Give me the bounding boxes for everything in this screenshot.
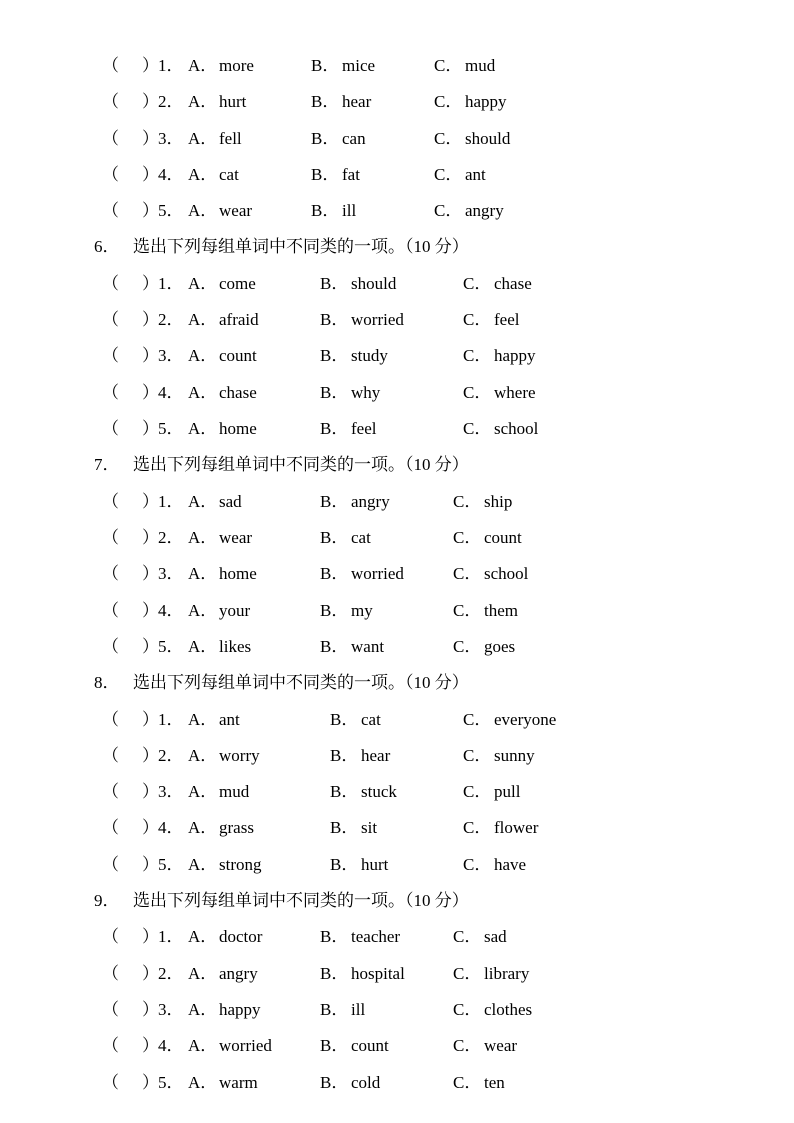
option-b-word: worried [351, 564, 404, 583]
option-a-word: hurt [219, 92, 247, 111]
option-a-letter: A． [188, 56, 218, 75]
option-c-letter: C． [453, 492, 482, 511]
option-b-letter: B． [320, 601, 349, 620]
option-c-letter: C． [453, 601, 482, 620]
option-b-letter: B． [311, 92, 340, 111]
answer-bracket-right: ） [142, 1036, 159, 1055]
question-number: 4． [158, 601, 184, 620]
option-b-letter: B． [320, 274, 349, 293]
option-c-letter: C． [453, 564, 482, 583]
option-a-letter: A． [188, 1000, 218, 1019]
answer-bracket-right: ） [142, 201, 159, 220]
question-number: 5． [158, 855, 184, 874]
question-row [0, 1034, 794, 1058]
section-number: 9． [94, 891, 120, 910]
section-heading [0, 889, 794, 913]
question-number: 1． [158, 274, 184, 293]
question-row [0, 562, 794, 586]
answer-bracket-left[interactable]: （ [102, 274, 119, 293]
option-c-word: library [484, 964, 530, 983]
option-a-letter: A． [188, 201, 218, 220]
option-b-letter: B． [320, 1036, 349, 1055]
option-a-letter: A． [188, 92, 218, 111]
option-b-word: should [351, 274, 397, 293]
section-number: 7． [94, 455, 120, 474]
question-row [0, 925, 794, 949]
option-c-word: ship [484, 492, 513, 511]
option-b-word: count [351, 1036, 389, 1055]
answer-bracket-left[interactable]: （ [102, 92, 119, 111]
answer-bracket-left[interactable]: （ [102, 528, 119, 547]
answer-bracket-left[interactable]: （ [102, 818, 119, 837]
answer-bracket-left[interactable]: （ [102, 56, 119, 75]
option-c-letter: C． [463, 274, 492, 293]
question-row [0, 90, 794, 114]
question-number: 2． [158, 528, 184, 547]
answer-bracket-right: ） [142, 927, 159, 946]
question-row [0, 526, 794, 550]
answer-bracket-right: ） [142, 1073, 159, 1092]
option-a-letter: A． [188, 274, 218, 293]
option-c-word: pull [494, 782, 521, 801]
option-a-letter: A． [188, 927, 218, 946]
answer-bracket-right: ） [142, 746, 159, 765]
option-a-word: warm [219, 1073, 258, 1092]
option-c-letter: C． [434, 165, 463, 184]
option-a-word: doctor [219, 927, 263, 946]
option-c-letter: C． [434, 201, 463, 220]
option-a-word: happy [219, 1000, 261, 1019]
option-b-word: hear [361, 746, 391, 765]
option-b-word: feel [351, 419, 377, 438]
option-c-word: where [494, 383, 536, 402]
question-row [0, 417, 794, 441]
option-b-letter: B． [320, 1000, 349, 1019]
answer-bracket-left[interactable]: （ [102, 492, 119, 511]
answer-bracket-left[interactable]: （ [102, 383, 119, 402]
answer-bracket-left[interactable]: （ [102, 855, 119, 874]
option-b-letter: B． [320, 964, 349, 983]
question-number: 2． [158, 310, 184, 329]
option-c-letter: C． [463, 782, 492, 801]
option-b-letter: B． [320, 310, 349, 329]
answer-bracket-right: ） [142, 564, 159, 583]
section-heading [0, 235, 794, 259]
option-c-letter: C． [463, 419, 492, 438]
answer-bracket-right: ） [142, 56, 159, 75]
question-number: 4． [158, 383, 184, 402]
section-heading [0, 671, 794, 695]
option-b-word: teacher [351, 927, 401, 946]
option-a-word: home [219, 564, 257, 583]
option-a-word: ant [219, 710, 240, 729]
option-b-letter: B． [320, 383, 349, 402]
answer-bracket-right: ） [142, 818, 159, 837]
option-c-letter: C． [463, 346, 492, 365]
option-b-word: angry [351, 492, 390, 511]
option-c-word: feel [494, 310, 520, 329]
option-b-letter: B． [330, 782, 359, 801]
option-a-word: fell [219, 129, 242, 148]
option-a-word: afraid [219, 310, 259, 329]
option-c-word: school [484, 564, 529, 583]
option-a-word: chase [219, 383, 257, 402]
option-b-letter: B． [320, 927, 349, 946]
question-number: 5． [158, 1073, 184, 1092]
answer-bracket-right: ） [142, 855, 159, 874]
option-b-word: want [351, 637, 385, 656]
option-b-letter: B． [320, 1073, 349, 1092]
answer-bracket-right: ） [142, 782, 159, 801]
question-row [0, 272, 794, 296]
question-row [0, 708, 794, 732]
answer-bracket-right: ） [142, 710, 159, 729]
option-b-letter: B． [320, 637, 349, 656]
section-heading [0, 453, 794, 477]
section-title: 选出下列每组单词中不同类的一项。（10 分） [133, 237, 469, 256]
option-a-letter: A． [188, 601, 218, 620]
answer-bracket-left[interactable]: （ [102, 964, 119, 983]
option-c-letter: C． [434, 92, 463, 111]
question-row [0, 1071, 794, 1095]
option-c-word: count [484, 528, 522, 547]
option-c-word: ant [465, 165, 486, 184]
option-c-word: goes [484, 637, 516, 656]
section-number: 6． [94, 237, 120, 256]
option-a-word: angry [219, 964, 258, 983]
option-a-letter: A． [188, 710, 218, 729]
question-row [0, 780, 794, 804]
option-b-letter: B． [320, 564, 349, 583]
question-number: 4． [158, 165, 184, 184]
answer-bracket-right: ） [142, 274, 159, 293]
option-c-word: chase [494, 274, 532, 293]
option-c-word: should [465, 129, 511, 148]
option-b-letter: B． [330, 710, 359, 729]
option-a-word: mud [219, 782, 250, 801]
option-b-letter: B． [330, 855, 359, 874]
question-number: 5． [158, 419, 184, 438]
question-row [0, 163, 794, 187]
answer-bracket-right: ） [142, 637, 159, 656]
answer-bracket-left[interactable]: （ [102, 746, 119, 765]
question-row [0, 635, 794, 659]
option-c-word: sad [484, 927, 507, 946]
option-a-letter: A． [188, 528, 218, 547]
option-c-letter: C． [463, 855, 492, 874]
option-a-word: count [219, 346, 257, 365]
question-row [0, 816, 794, 840]
answer-bracket-left[interactable]: （ [102, 165, 119, 184]
option-c-letter: C． [453, 528, 482, 547]
question-row [0, 853, 794, 877]
question-number: 1． [158, 710, 184, 729]
answer-bracket-left[interactable]: （ [102, 310, 119, 329]
option-c-letter: C． [434, 129, 463, 148]
section-title: 选出下列每组单词中不同类的一项。（10 分） [133, 673, 469, 692]
option-b-word: sit [361, 818, 378, 837]
option-a-word: strong [219, 855, 262, 874]
question-number: 3． [158, 1000, 184, 1019]
option-c-word: happy [494, 346, 536, 365]
option-a-letter: A． [188, 346, 218, 365]
option-b-word: stuck [361, 782, 397, 801]
option-a-letter: A． [188, 746, 218, 765]
answer-bracket-left[interactable]: （ [102, 201, 119, 220]
option-a-word: wear [219, 201, 253, 220]
option-a-letter: A． [188, 129, 218, 148]
answer-bracket-right: ） [142, 964, 159, 983]
option-b-word: worried [351, 310, 404, 329]
question-number: 3． [158, 129, 184, 148]
option-c-letter: C． [453, 1000, 482, 1019]
option-b-word: study [351, 346, 388, 365]
question-row [0, 54, 794, 78]
question-number: 1． [158, 56, 184, 75]
question-row [0, 381, 794, 405]
option-c-word: ten [484, 1073, 505, 1092]
question-row [0, 308, 794, 332]
option-a-word: worried [219, 1036, 272, 1055]
option-b-word: cat [351, 528, 371, 547]
question-number: 3． [158, 782, 184, 801]
question-number: 5． [158, 201, 184, 220]
option-c-letter: C． [453, 927, 482, 946]
option-c-word: clothes [484, 1000, 533, 1019]
question-row [0, 962, 794, 986]
option-c-letter: C． [463, 710, 492, 729]
option-a-letter: A． [188, 165, 218, 184]
option-a-letter: A． [188, 855, 218, 874]
option-a-letter: A． [188, 782, 218, 801]
option-a-letter: A． [188, 637, 218, 656]
answer-bracket-left[interactable]: （ [102, 637, 119, 656]
question-row [0, 744, 794, 768]
option-c-word: angry [465, 201, 504, 220]
option-b-letter: B． [320, 419, 349, 438]
answer-bracket-left[interactable]: （ [102, 419, 119, 438]
answer-bracket-left[interactable]: （ [102, 346, 119, 365]
option-a-letter: A． [188, 419, 218, 438]
answer-bracket-right: ） [142, 310, 159, 329]
section-number: 8． [94, 673, 120, 692]
option-b-word: hear [342, 92, 372, 111]
option-b-word: can [342, 129, 366, 148]
option-c-letter: C． [453, 1073, 482, 1092]
option-a-word: home [219, 419, 257, 438]
question-row [0, 998, 794, 1022]
option-b-letter: B． [320, 346, 349, 365]
answer-bracket-left[interactable]: （ [102, 782, 119, 801]
option-c-letter: C． [453, 964, 482, 983]
option-b-letter: B． [320, 492, 349, 511]
option-a-word: more [219, 56, 254, 75]
answer-bracket-right: ） [142, 601, 159, 620]
option-a-word: worry [219, 746, 260, 765]
option-c-word: sunny [494, 746, 535, 765]
option-a-letter: A． [188, 964, 218, 983]
option-a-letter: A． [188, 310, 218, 329]
option-b-word: my [351, 601, 373, 620]
option-b-word: ill [342, 201, 357, 220]
answer-bracket-right: ） [142, 492, 159, 511]
option-b-word: hospital [351, 964, 405, 983]
question-number: 3． [158, 564, 184, 583]
option-b-letter: B． [311, 56, 340, 75]
answer-bracket-right: ） [142, 528, 159, 547]
option-b-letter: B． [311, 165, 340, 184]
option-c-word: flower [494, 818, 539, 837]
answer-bracket-left[interactable]: （ [102, 710, 119, 729]
option-a-letter: A． [188, 383, 218, 402]
option-a-word: grass [219, 818, 254, 837]
option-a-word: likes [219, 637, 252, 656]
option-c-word: happy [465, 92, 507, 111]
option-a-word: sad [219, 492, 242, 511]
answer-bracket-left[interactable]: （ [102, 1000, 119, 1019]
question-number: 2． [158, 746, 184, 765]
option-b-word: mice [342, 56, 376, 75]
option-b-word: fat [342, 165, 360, 184]
option-c-word: mud [465, 56, 496, 75]
option-a-letter: A． [188, 818, 218, 837]
option-b-letter: B． [330, 818, 359, 837]
option-a-word: cat [219, 165, 239, 184]
option-a-letter: A． [188, 564, 218, 583]
option-b-word: cold [351, 1073, 381, 1092]
answer-bracket-right: ） [142, 165, 159, 184]
answer-bracket-right: ） [142, 346, 159, 365]
answer-bracket-left[interactable]: （ [102, 601, 119, 620]
answer-bracket-right: ） [142, 383, 159, 402]
option-b-word: why [351, 383, 381, 402]
option-b-letter: B． [311, 129, 340, 148]
question-number: 1． [158, 927, 184, 946]
answer-bracket-left[interactable]: （ [102, 927, 119, 946]
option-c-letter: C． [453, 1036, 482, 1055]
question-row [0, 199, 794, 223]
option-c-word: school [494, 419, 539, 438]
answer-bracket-right: ） [142, 419, 159, 438]
answer-bracket-left[interactable]: （ [102, 129, 119, 148]
question-row [0, 599, 794, 623]
option-a-letter: A． [188, 1073, 218, 1092]
option-c-letter: C． [463, 818, 492, 837]
option-b-word: hurt [361, 855, 389, 874]
question-number: 1． [158, 492, 184, 511]
question-number: 4． [158, 1036, 184, 1055]
option-a-word: come [219, 274, 256, 293]
option-b-letter: B． [311, 201, 340, 220]
option-a-letter: A． [188, 492, 218, 511]
option-b-letter: B． [320, 528, 349, 547]
answer-bracket-right: ） [142, 129, 159, 148]
option-b-letter: B． [330, 746, 359, 765]
option-c-letter: C． [463, 746, 492, 765]
option-c-word: them [484, 601, 518, 620]
question-number: 2． [158, 964, 184, 983]
option-c-word: everyone [494, 710, 557, 729]
option-c-letter: C． [434, 56, 463, 75]
option-a-word: your [219, 601, 251, 620]
option-c-letter: C． [463, 383, 492, 402]
option-b-word: ill [351, 1000, 366, 1019]
section-title: 选出下列每组单词中不同类的一项。（10 分） [133, 891, 469, 910]
option-b-word: cat [361, 710, 381, 729]
answer-bracket-left[interactable]: （ [102, 564, 119, 583]
answer-bracket-left[interactable]: （ [102, 1036, 119, 1055]
question-row [0, 127, 794, 151]
option-c-word: have [494, 855, 527, 874]
option-c-letter: C． [453, 637, 482, 656]
answer-bracket-left[interactable]: （ [102, 1073, 119, 1092]
answer-bracket-right: ） [142, 92, 159, 111]
question-row [0, 490, 794, 514]
option-a-word: wear [219, 528, 253, 547]
answer-bracket-right: ） [142, 1000, 159, 1019]
question-number: 4． [158, 818, 184, 837]
section-title: 选出下列每组单词中不同类的一项。（10 分） [133, 455, 469, 474]
question-number: 5． [158, 637, 184, 656]
question-row [0, 344, 794, 368]
question-number: 3． [158, 346, 184, 365]
question-number: 2． [158, 92, 184, 111]
option-a-letter: A． [188, 1036, 218, 1055]
option-c-letter: C． [463, 310, 492, 329]
option-c-word: wear [484, 1036, 518, 1055]
